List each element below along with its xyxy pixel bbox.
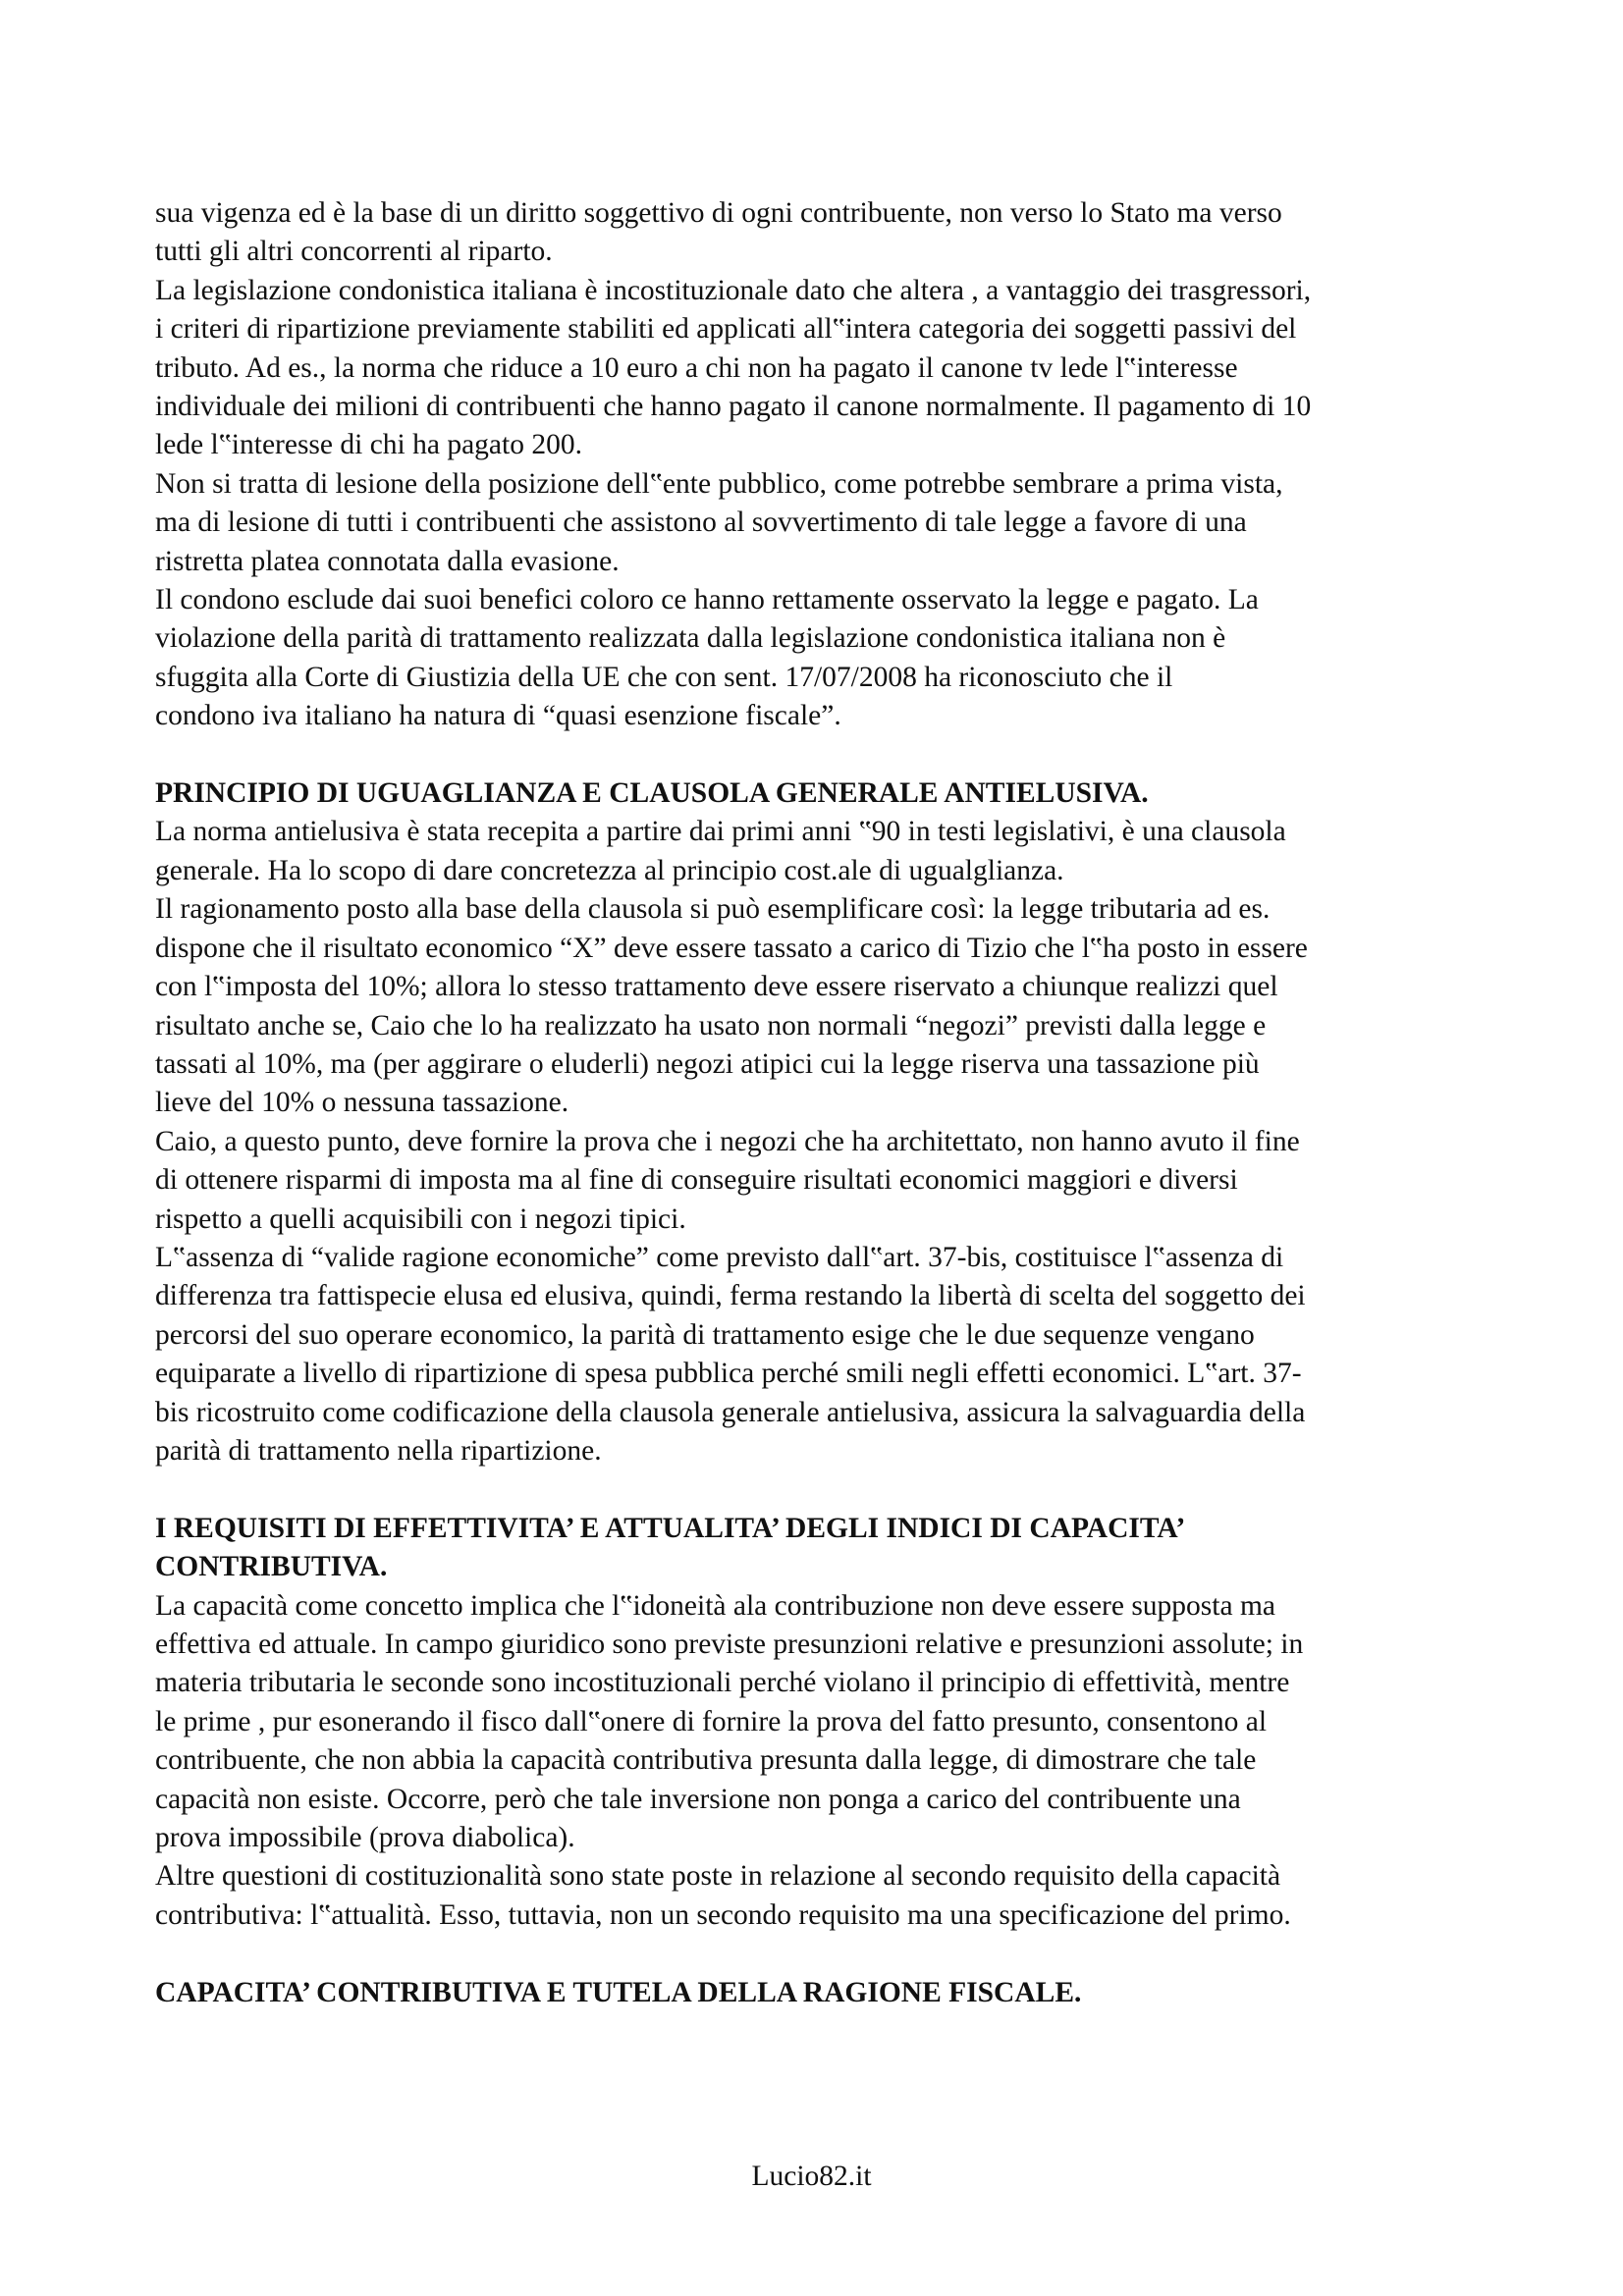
text-line: percorsi del suo operare economico, la parità di trattamento esige che le due sequenze vengano bbox=[155, 1318, 1255, 1351]
text-line: La capacità come concetto implica che l‟idoneità ala contribuzione non deve essere supposta ma bbox=[155, 1589, 1275, 1622]
paragraph bbox=[155, 1239, 1476, 1470]
text-line: capacità non esiste. Occorre, però che tale inversione non ponga a carico del contribuente una bbox=[155, 1783, 1241, 1815]
text-line: condono iva italiano ha natura di “quasi esenzione fiscale”. bbox=[155, 700, 841, 732]
text-line: Caio, a questo punto, deve fornire la prova che i negozi che ha architettato, non hanno avuto il fine bbox=[155, 1125, 1300, 1157]
text-line: La legislazione condonistica italiana è incostituzionale dato che altera , a vantaggio dei trasgressori, bbox=[155, 274, 1312, 306]
paragraph bbox=[155, 1857, 1476, 1935]
paragraph bbox=[155, 890, 1476, 1122]
section-heading bbox=[155, 1974, 1476, 2012]
text-line: La norma antielusiva è stata recepita a partire dai primi anni ‟90 in testi legislativi, è una clausola bbox=[155, 816, 1286, 848]
heading-line: CONTRIBUTIVA. bbox=[155, 1551, 388, 1583]
text-line: Non si tratta di lesione della posizione dell‟ente pubblico, come potrebbe sembrare a prima vista, bbox=[155, 467, 1283, 500]
text-line: rispetto a quelli acquisibili con i negozi tipici. bbox=[155, 1202, 686, 1235]
text-line: prova impossibile (prova diabolica). bbox=[155, 1822, 575, 1854]
section-heading bbox=[155, 1510, 1476, 1587]
text-line: sua vigenza ed è la base di un diritto soggettivo di ogni contribuente, non verso lo Stato ma verso bbox=[155, 197, 1282, 229]
text-line: Il ragionamento posto alla base della clausola si può esemplificare così: la legge tributaria ad es. bbox=[155, 893, 1271, 926]
text-line: di ottenere risparmi di imposta ma al fine di conseguire risultati economici maggiori e diversi bbox=[155, 1164, 1238, 1197]
text-line: effettiva ed attuale. In campo giuridico sono previste presunzioni relative e presunzioni assolute; in bbox=[155, 1629, 1304, 1660]
text-line: i criteri di ripartizione previamente stabiliti ed applicati all‟intera categoria dei soggetti passivi del bbox=[155, 313, 1297, 346]
paragraph bbox=[155, 272, 1476, 465]
text-line: L‟assenza di “valide ragione economiche” come previsto dall‟art. 37-bis, costituisce l‟assenza di bbox=[155, 1241, 1284, 1273]
text-line: lieve del 10% o nessuna tassazione. bbox=[155, 1087, 569, 1119]
text-line: le prime , pur esonerando il fisco dall‟onere di fornire la prova del fatto presunto, consentono al bbox=[155, 1705, 1268, 1737]
blank-line bbox=[155, 1935, 1476, 1973]
text-line: tributo. Ad es., la norma che riduce a 10 euro a chi non ha pagato il canone tv lede l‟interesse bbox=[155, 351, 1238, 384]
text-line: dispone che il risultato economico “X” deve essere tassato a carico di Tizio che l‟ha posto in essere bbox=[155, 932, 1308, 964]
paragraph bbox=[155, 813, 1476, 890]
text-line: tutti gli altri concorrenti al riparto. bbox=[155, 236, 553, 268]
text-line: con l‟imposta del 10%; allora lo stesso trattamento deve essere riservato a chiunque realizzi quel bbox=[155, 971, 1278, 1003]
page-content bbox=[155, 194, 1476, 2012]
text-line: lede l‟interesse di chi ha pagato 200. bbox=[155, 429, 582, 461]
paragraph bbox=[155, 1587, 1476, 1858]
text-line: materia tributaria le seconde sono incostituzionali perché violano il principio di effettività, mentre bbox=[155, 1667, 1290, 1699]
text-line: individuale dei milioni di contribuenti che hanno pagato il canone normalmente. Il pagamento di 10 bbox=[155, 391, 1312, 423]
text-line: ma di lesione di tutti i contribuenti che assistono al sovvertimento di tale legge a favore di una bbox=[155, 507, 1247, 539]
text-line: contributiva: l‟attualità. Esso, tuttavia, non un secondo requisito ma una specificazione del primo. bbox=[155, 1898, 1291, 1931]
text-line: differenza tra fattispecie elusa ed elusiva, quindi, ferma restando la libertà di scelta del soggetto dei bbox=[155, 1280, 1306, 1312]
heading-line: CAPACITA’ CONTRIBUTIVA E TUTELA DELLA RAGIONE FISCALE. bbox=[155, 1976, 1082, 2008]
page-footer: Lucio82.it bbox=[751, 2161, 872, 2192]
section-heading bbox=[155, 774, 1476, 813]
text-line: generale. Ha lo scopo di dare concretezza al principio cost.ale di ugualglianza. bbox=[155, 854, 1064, 886]
paragraph bbox=[155, 1123, 1476, 1239]
text-line: Il condono esclude dai suoi benefici coloro ce hanno rettamente osservato la legge e pagato. La bbox=[155, 584, 1259, 616]
heading-line: PRINCIPIO DI UGUAGLIANZA E CLAUSOLA GENERALE ANTIELUSIVA. bbox=[155, 777, 1149, 810]
text-line: Altre questioni di costituzionalità sono state poste in relazione al secondo requisito della capacità bbox=[155, 1860, 1281, 1893]
text-line: equiparate a livello di ripartizione di spesa pubblica perché smili negli effetti economici. L‟art. 37- bbox=[155, 1358, 1302, 1390]
heading-line: I REQUISITI DI EFFETTIVITA’ E ATTUALITA’ DEGLI INDICI DI CAPACITA’ bbox=[155, 1512, 1186, 1544]
blank-line bbox=[155, 736, 1476, 774]
paragraph bbox=[155, 465, 1476, 581]
text-line: risultato anche se, Caio che lo ha realizzato ha usato non normali “negozi” previsti dalla legge e bbox=[155, 1009, 1267, 1041]
text-line: parità di trattamento nella ripartizione. bbox=[155, 1434, 602, 1467]
text-line: bis ricostruito come codificazione della clausola generale antielusiva, assicura la salvaguardia della bbox=[155, 1396, 1306, 1428]
text-line: sfuggita alla Corte di Giustizia della UE che con sent. 17/07/2008 ha riconosciuto che il bbox=[155, 661, 1173, 693]
text-line: tassati al 10%, ma (per aggirare o eluderli) negozi atipici cui la legge riserva una tassazione più bbox=[155, 1047, 1260, 1080]
text-line: ristretta platea connotata dalla evasione. bbox=[155, 545, 620, 577]
blank-line bbox=[155, 1470, 1476, 1509]
text-line: contribuente, che non abbia la capacità contributiva presunta dalla legge, di dimostrare che tale bbox=[155, 1744, 1257, 1777]
paragraph bbox=[155, 581, 1476, 736]
paragraph bbox=[155, 194, 1476, 272]
text-line: violazione della parità di trattamento realizzata dalla legislazione condonistica italiana non è bbox=[155, 622, 1226, 655]
